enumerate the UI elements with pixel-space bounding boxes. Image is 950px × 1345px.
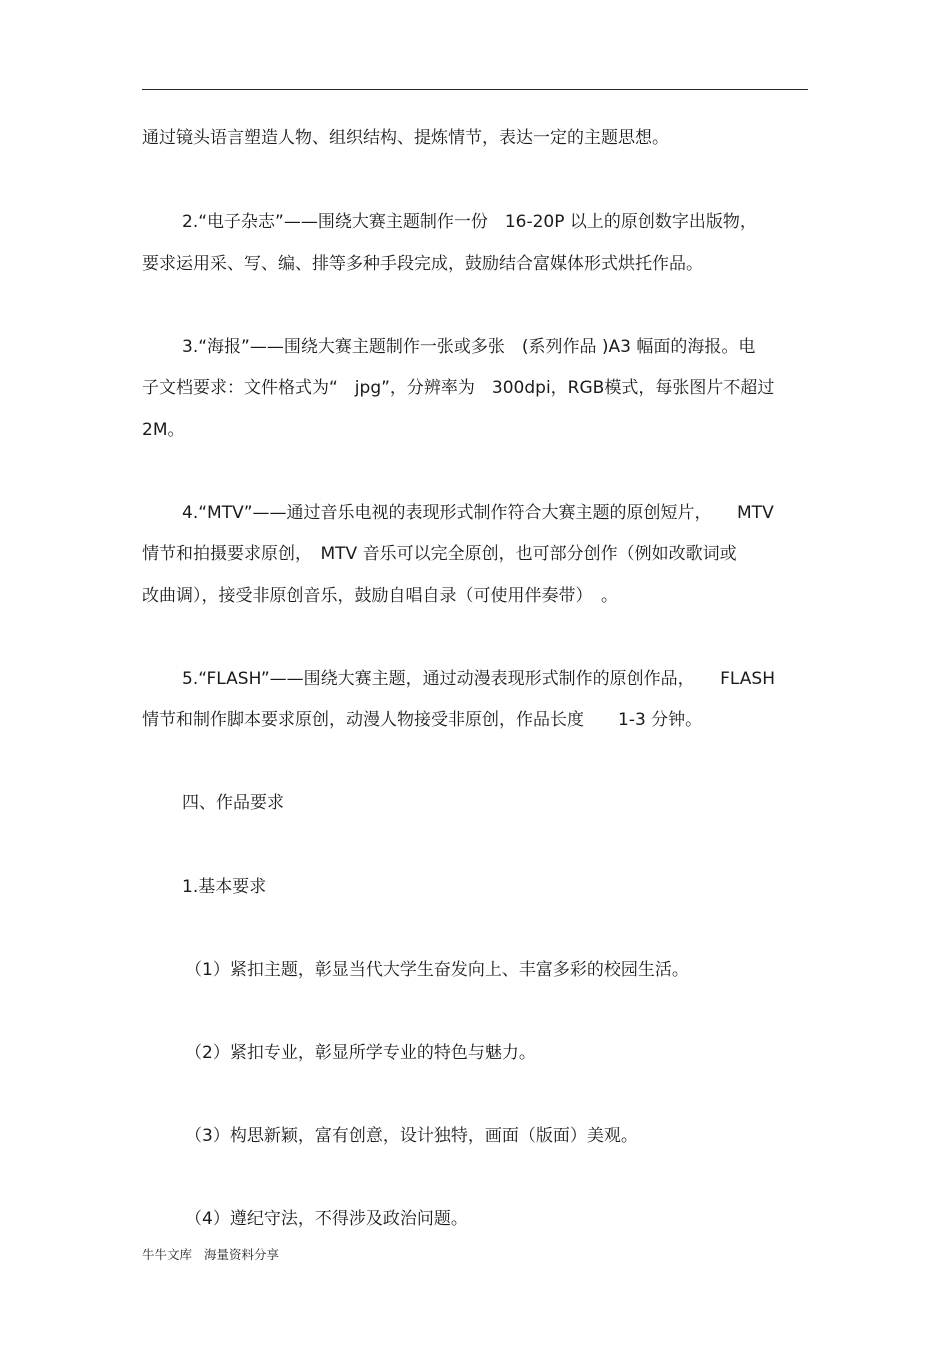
requirement-3: （3）构思新颖，富有创意，设计独特，画面（版面）美观。 — [185, 1126, 638, 1146]
requirement-4: （4）遵纪守法，不得涉及政治问题。 — [185, 1209, 468, 1229]
item-5-line-2: 情节和制作脚本要求原创，动漫人物接受非原创，作品长度 1-3 分钟。 — [142, 710, 703, 730]
footer-tagline: 海量资料分享 — [204, 1247, 280, 1262]
item-4-line-3: 改曲调），接受非原创音乐，鼓励自唱自录（可使用伴奏带） 。 — [142, 586, 618, 606]
item-5-line-1: 5.“FLASH”——围绕大赛主题，通过动漫表现形式制作的原创作品， FLASH — [182, 669, 775, 689]
section-heading: 四、作品要求 — [182, 793, 284, 813]
requirement-1: （1）紧扣主题，彰显当代大学生奋发向上、丰富多彩的校园生活。 — [185, 960, 689, 980]
item-2-line-1: 2.“电子杂志”——围绕大赛主题制作一份 16-20P 以上的原创数字出版物， — [182, 212, 757, 232]
paragraph-line: 通过镜头语言塑造人物、组织结构、提炼情节，表达一定的主题思想。 — [142, 128, 669, 148]
item-4-line-1: 4.“MTV”——通过音乐电视的表现形式制作符合大赛主题的原创短片， MTV — [182, 503, 774, 523]
item-3-line-3: 2M。 — [142, 420, 185, 440]
page-footer — [142, 1246, 279, 1264]
header-rule — [142, 89, 808, 90]
item-3-line-2: 子文档要求：文件格式为“ jpg”，分辨率为 300dpi，RGB模式，每张图片不超过 — [142, 378, 775, 398]
requirement-2: （2）紧扣专业，彰显所学专业的特色与魅力。 — [185, 1043, 536, 1063]
item-4-line-2: 情节和拍摄要求原创， MTV 音乐可以完全原创，也可部分创作（例如改歌词或 — [142, 544, 737, 564]
item-3-line-1: 3.“海报”——围绕大赛主题制作一张或多张 (系列作品 )A3 幅面的海报。电 — [182, 337, 756, 357]
footer-brand: 牛牛文库 — [142, 1247, 193, 1262]
item-2-line-2: 要求运用采、写、编、排等多种手段完成，鼓励结合富媒体形式烘托作品。 — [142, 254, 703, 274]
subsection-heading: 1.基本要求 — [182, 877, 267, 897]
